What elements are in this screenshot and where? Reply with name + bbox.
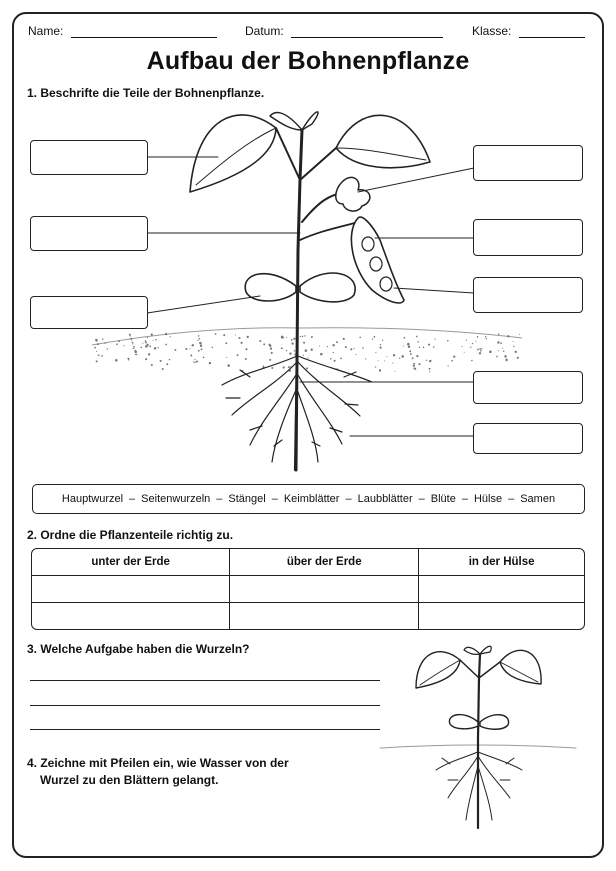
small-bean-plant-illustration[interactable] [378, 638, 578, 834]
label-box-6[interactable] [473, 277, 583, 313]
word-bank [32, 484, 585, 514]
answer-line[interactable] [30, 680, 380, 681]
word-bank-item: Hülse [473, 493, 503, 505]
word-bank-separator: – [461, 493, 468, 505]
column-header-above-ground: über der Erde [230, 549, 419, 576]
label-box-7[interactable] [473, 371, 583, 404]
label-box-1[interactable] [30, 140, 148, 175]
word-bank-separator: – [418, 493, 425, 505]
label-box-8[interactable] [473, 423, 583, 454]
word-bank-item: Blüte [430, 493, 456, 505]
word-bank-item: Samen [520, 493, 556, 505]
word-bank-item: Seitenwurzeln [141, 493, 211, 505]
task4-line-1: 4. Zeichne mit Pfeilen ein, wie Wasser von der [27, 756, 289, 770]
column-header-below-ground: unter der Erde [32, 549, 230, 576]
task1-heading: 1. Beschrifte die Teile der Bohnenpflanze. [27, 86, 265, 100]
page-title: Aufbau der Bohnenpflanze [146, 47, 470, 75]
word-bank-separator: – [129, 493, 136, 505]
word-bank-item: Laubblätter [357, 493, 413, 505]
class-label: Klasse: [472, 24, 512, 38]
word-bank-item: Hauptwurzel [61, 493, 124, 505]
sorting-table [31, 548, 585, 630]
word-bank-separator: – [508, 493, 515, 505]
word-bank-separator: – [345, 493, 352, 505]
word-bank-separator: – [216, 493, 223, 505]
label-box-4[interactable] [473, 145, 583, 181]
table-cell[interactable] [419, 576, 584, 603]
label-box-5[interactable] [473, 219, 583, 256]
table-cell[interactable] [230, 576, 419, 603]
cotyledon-right [300, 273, 355, 302]
table-cell[interactable] [32, 603, 230, 629]
date-label: Datum: [245, 24, 284, 38]
task3-heading: 3. Welche Aufgabe haben die Wurzeln? [27, 642, 250, 656]
label-box-2[interactable] [30, 216, 148, 251]
table-cell[interactable] [32, 576, 230, 603]
column-header-in-pod: in der Hülse [419, 549, 584, 576]
table-row [32, 603, 584, 629]
word-bank-item: Keimblätter [283, 493, 340, 505]
name-label: Name: [28, 24, 64, 38]
pod [351, 217, 404, 303]
table-cell[interactable] [230, 603, 419, 629]
right-leaf [336, 115, 430, 167]
task2-heading: 2. Ordne die Pflanzenteile richtig zu. [27, 528, 234, 542]
table-row [32, 576, 584, 603]
answer-line[interactable] [30, 729, 380, 730]
label-box-3[interactable] [30, 296, 148, 329]
left-leaf [190, 115, 276, 192]
task4-heading [27, 755, 289, 789]
word-bank-separator: – [271, 493, 278, 505]
word-bank-item: Stängel [228, 493, 266, 505]
task4-line-2: Wurzel zu den Blättern gelangt. [40, 773, 219, 787]
table-cell[interactable] [419, 603, 584, 629]
soil [92, 328, 522, 373]
flower [336, 177, 370, 211]
answer-line[interactable] [30, 705, 380, 706]
